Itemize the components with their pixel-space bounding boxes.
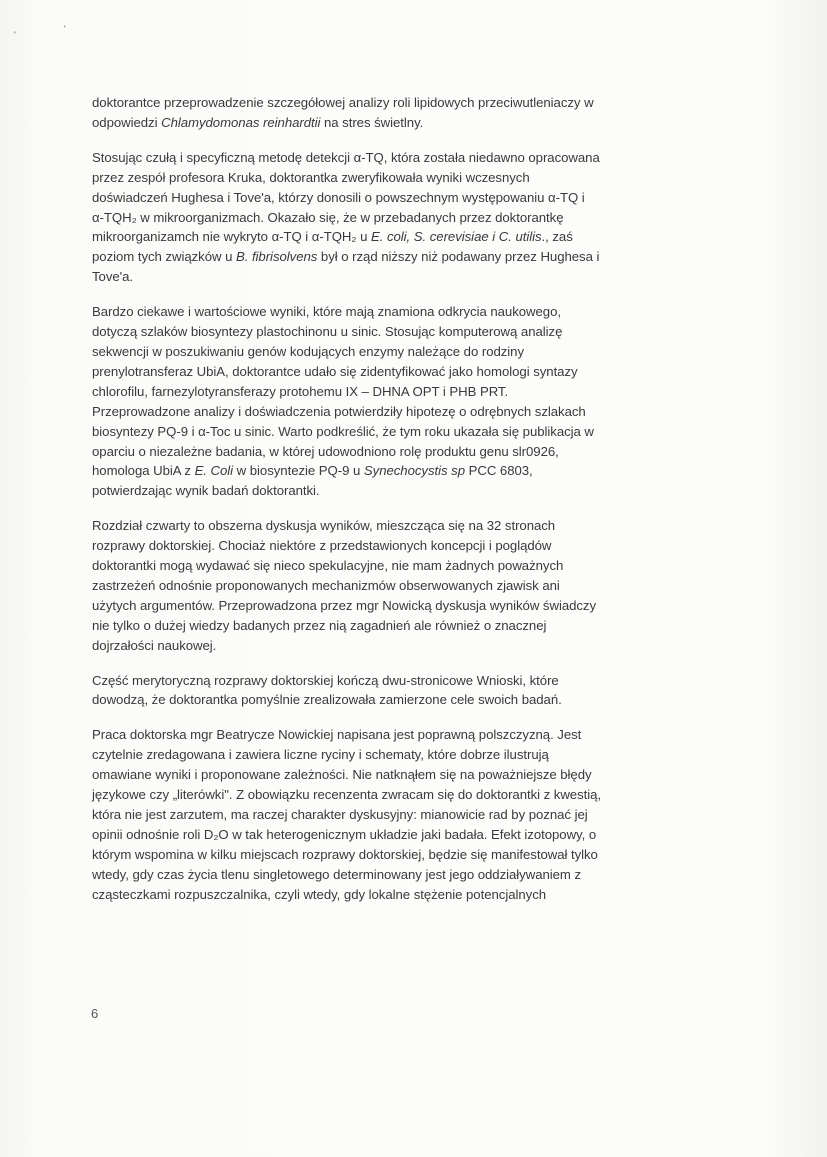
text-line: [92, 865, 752, 885]
text-segment: ., zaś: [541, 229, 573, 245]
text-line: [92, 885, 752, 905]
paragraph: [92, 148, 752, 287]
italic-term: E. coli, S. cerevisiae i C. utilis: [371, 229, 542, 245]
scan-mark: ': [14, 30, 16, 40]
text-line: [92, 247, 752, 267]
text-line: [92, 745, 752, 765]
paragraph: [92, 93, 752, 133]
text-segment: biosyntezy PQ-9 i α-Toc u sinic. Warto podkreślić, że tym roku ukazała się publikacja w: [92, 423, 594, 439]
text-line: [92, 825, 752, 845]
text-segment: α-TQH₂ w mikroorganizmach. Okazało się, że w przebadanych przez doktorantkę: [92, 209, 564, 225]
text-segment: nie tylko o dużej wiedzy badanych przez nią zagadnień ale również o znacznej: [92, 617, 547, 633]
text-segment: był o rząd niższy niż podawany przez Hughesa i: [317, 249, 600, 265]
text-segment: przez zespół profesora Kruka, doktorantka zweryfikowała wyniki wczesnych: [92, 169, 530, 185]
text-segment: omawiane wyniki i proponowane zależności. Nie natknąłem się na poważniejsze błędy: [92, 767, 592, 783]
text-segment: wtedy, gdy czas życia tlenu singletowego determinowany jest jego oddziaływaniem z: [92, 866, 582, 882]
text-segment: homologa UbiA z: [92, 463, 195, 479]
italic-term: Chlamydomonas reinhardtii: [161, 114, 321, 130]
text-segment: zastrzeżeń odnośnie proponowanych mechanizmów obserwowanych zjawisk ani: [92, 577, 560, 593]
text-line: [92, 342, 752, 362]
text-segment: sekwencji w poszukiwaniu genów kodujących enzymy należące do rodziny: [92, 343, 525, 359]
text-segment: która nie jest zarzutem, ma raczej charakter dyskusyjny: mianowicie rad by poznać jej: [92, 807, 588, 822]
text-segment: na stres świetlny.: [320, 114, 424, 130]
text-line: [92, 536, 752, 556]
text-segment: PCC 6803,: [465, 463, 533, 479]
text-line: [92, 461, 752, 481]
paragraph: [92, 516, 752, 655]
text-line: [92, 690, 752, 710]
text-line: [92, 188, 752, 208]
text-segment: chlorofilu, farnezylotyransferazy protohemu IX – DHNA OPT i PHB PRT.: [92, 383, 509, 399]
text-line: [92, 208, 752, 228]
text-line: [92, 148, 752, 168]
text-line: [92, 362, 752, 382]
text-segment: doświadczeń Hughesa i Tove'a, którzy donosili o powszechnym występowaniu α-TQ i: [92, 189, 585, 205]
text-line: [92, 671, 752, 691]
text-segment: którym wspomina w kilku miejscach rozprawy doktorskiej, będzie się manifestował tylko: [92, 846, 598, 862]
text-line: [92, 576, 752, 596]
text-segment: Przeprowadzone analizy i doświadczenia potwierdziły hipotezę o odrębnych szlakach: [92, 403, 586, 419]
page-number: 6: [91, 1006, 99, 1021]
text-segment: opinii odnośnie roli D₂O w tak heterogenicznym układzie jaki badała. Efekt izotopowy, o: [92, 826, 597, 842]
text-segment: odpowiedzi: [92, 114, 162, 130]
text-line: [92, 168, 752, 188]
text-line: [92, 422, 752, 442]
text-segment: czytelnie zredagowana i zawiera liczne ryciny i schematy, które dobrze ilustrują: [92, 747, 549, 763]
text-line: [92, 267, 752, 287]
body-text: [92, 93, 752, 920]
text-segment: doktorantki mogą wydawać się nieco spekulacyjne, nie mam żadnych poważnych: [92, 558, 564, 574]
text-line: [92, 596, 752, 616]
paragraph: [92, 302, 752, 501]
text-line: [92, 302, 752, 322]
text-segment: dojrzałości naukowej.: [92, 637, 217, 653]
italic-term: E. Coli: [194, 463, 234, 479]
paragraph: [92, 725, 752, 904]
text-segment: mikroorganizamch nie wykryto α-TQ i α-TQH₂ u: [92, 229, 371, 245]
text-line: [92, 845, 752, 865]
text-line: [92, 322, 752, 342]
text-line: [92, 227, 752, 247]
text-line: [92, 93, 752, 113]
text-line: [92, 805, 752, 825]
text-segment: językowe czy „literówki". Z obowiązku recenzenta zwracam się do doktorantki z kwestią,: [92, 787, 602, 803]
text-line: [92, 725, 752, 745]
text-segment: potwierdzając wynik badań doktorantki.: [92, 483, 320, 499]
text-segment: cząsteczkami rozpuszczalnika, czyli wtedy, gdy lokalne stężenie potencjalnych: [92, 886, 547, 902]
scan-mark: ': [64, 24, 66, 34]
paragraph: [92, 671, 752, 711]
text-line: [92, 481, 752, 501]
text-line: [92, 382, 752, 402]
italic-term: Synechocystis sp: [363, 463, 465, 479]
text-line: [92, 516, 752, 536]
text-segment: poziom tych związków u: [92, 249, 236, 265]
text-segment: użytych argumentów. Przeprowadzona przez mgr Nowicką dyskusja wyników świadczy: [92, 597, 597, 613]
text-line: [92, 636, 752, 656]
text-line: [92, 442, 752, 462]
text-segment: w biosyntezie PQ-9 u: [233, 463, 364, 479]
italic-term: B. fibrisolvens: [235, 249, 318, 265]
text-segment: rozprawy doktorskiej. Chociaż niektóre z przedstawionych koncepcji i poglądów: [92, 538, 552, 554]
text-segment: Tove'a.: [92, 269, 134, 285]
text-segment: Stosując czułą i specyficzną metodę detekcji α-TQ, która została niedawno opracowana: [92, 149, 600, 165]
text-segment: doktorantce przeprowadzenie szczegółowej analizy roli lipidowych przeciwutleniaczy w: [92, 95, 594, 110]
text-line: [92, 556, 752, 576]
text-line: [92, 402, 752, 422]
text-segment: Rozdział czwarty to obszerna dyskusja wyników, mieszcząca się na 32 stronach: [92, 518, 556, 534]
text-segment: prenylotransferaz UbiA, doktorantce udało się zidentyfikować jako homologi syntazy: [92, 363, 578, 379]
text-segment: Bardzo ciekawe i wartościowe wyniki, które mają znamiona odkrycia naukowego,: [92, 304, 561, 320]
text-segment: dotyczą szlaków biosyntezy plastochinonu u sinic. Stosując komputerową analizę: [92, 324, 563, 340]
text-segment: dowodzą, że doktorantka pomyślnie zrealizowała zamierzone cele swoich badań.: [92, 692, 562, 708]
text-line: [92, 113, 752, 133]
text-line: [92, 785, 752, 805]
text-segment: Praca doktorska mgr Beatrycze Nowickiej napisana jest poprawną polszczyzną. Jest: [92, 727, 582, 743]
text-segment: oparciu o niezależne badania, w której udowodniono rolę produktu genu slr0926,: [92, 443, 559, 459]
text-line: [92, 765, 752, 785]
text-segment: Część merytoryczną rozprawy doktorskiej kończą dwu-stronicowe Wnioski, które: [92, 672, 559, 688]
text-line: [92, 616, 752, 636]
